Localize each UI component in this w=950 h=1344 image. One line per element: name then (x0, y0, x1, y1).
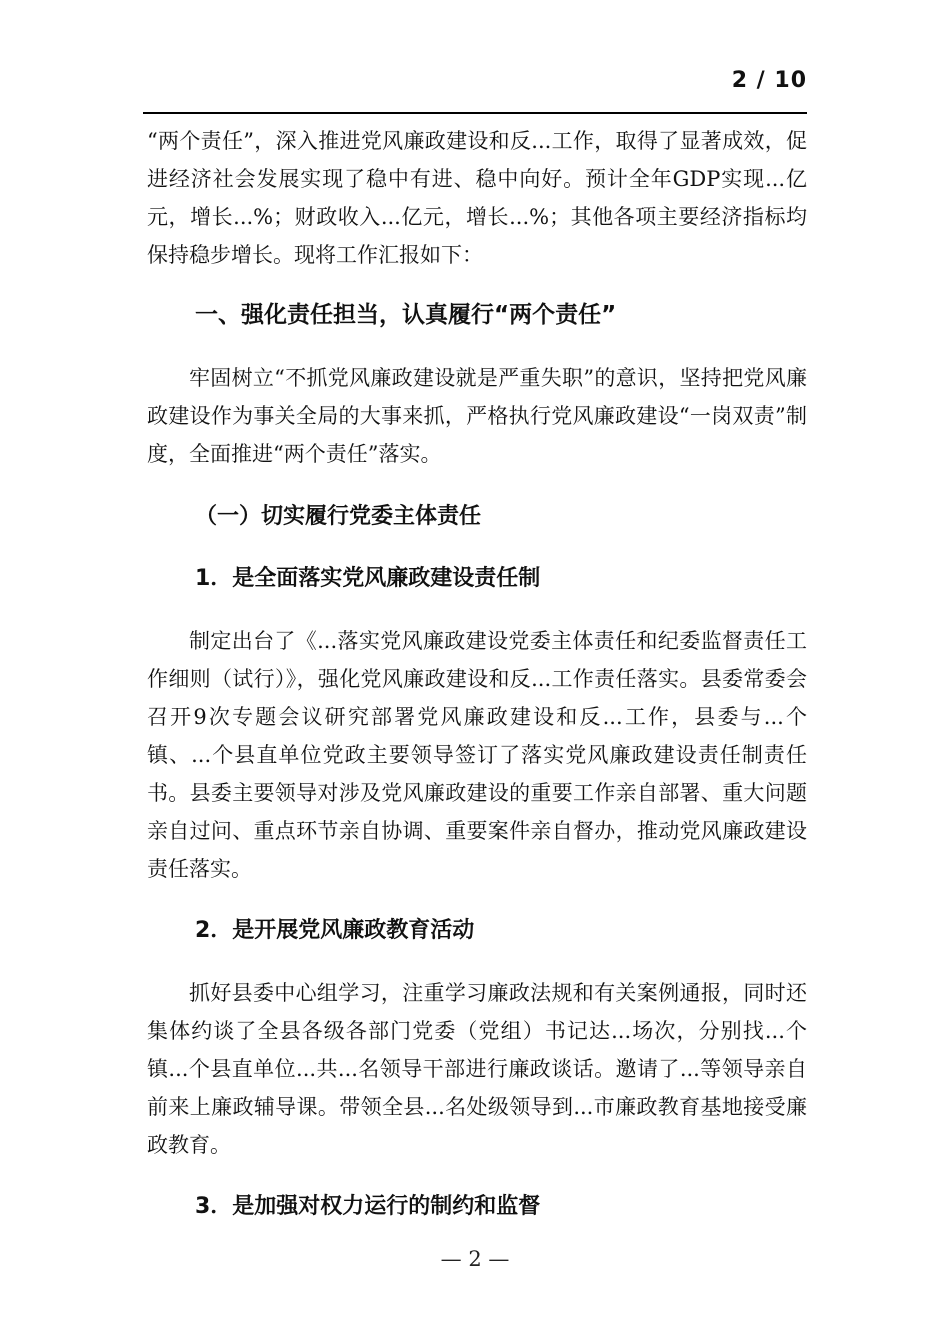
item-heading-3: 3．是加强对权力运行的制约和监督 (195, 1194, 541, 1219)
item-heading-2: 2．是开展党风廉政教育活动 (195, 918, 475, 943)
header-rule (143, 112, 807, 114)
paragraph-item-1: 制定出台了《...落实党风廉政建设党委主体责任和纪委监督责任工作细则（试行）》，强化党风廉政建设和反...工作责任落实。县委常委会召开9次专题会议研究部署党风廉政建设和反...工作，县委与...个镇、...个县直单位党政主要领导签订了落实党风廉政建设责任制责任书。县委主要领导对涉及党风廉政建设的重要工作亲自部署、重大问题亲自过问、重点环节亲自协调、重要案件亲自督办，推动党风廉政建设责任落实。 (147, 629, 807, 881)
page-indicator: 2 / 10 (731, 68, 807, 93)
subsection-heading-1: （一）切实履行党委主体责任 (195, 504, 482, 529)
paragraph-item-2: 抓好县委中心组学习，注重学习廉政法规和有关案例通报，同时还集体约谈了全县各级各部门党委（党组）书记达...场次，分别找...个镇...个县直单位...共...名领导干部进行廉政谈话。邀请了...等领导亲自前来上廉政辅导课。带领全县...名处级领导到...市廉政教育基地接受廉政教育。 (147, 981, 807, 1157)
paragraph-intro: “两个责任”，深入推进党风廉政建设和反...工作，取得了显著成效，促进经济社会发展实现了稳中有进、稳中向好。预计全年GDP实现...亿元，增长...%；财政收入...亿元，增长...%；其他各项主要经济指标均保持稳步增长。现将工作汇报如下： (147, 129, 807, 267)
footer-page-number: — 2 — (440, 1247, 510, 1271)
paragraph-section-1: 牢固树立“不抓党风廉政建设就是严重失职”的意识，坚持把党风廉政建设作为事关全局的大事来抓，严格执行党风廉政建设“一岗双责”制度，全面推进“两个责任”落实。 (147, 366, 807, 466)
document-body (147, 122, 807, 1226)
item-heading-1: 1．是全面落实党风廉政建设责任制 (195, 566, 541, 591)
section-heading-1: 一、强化责任担当，认真履行“两个责任” (195, 302, 617, 328)
